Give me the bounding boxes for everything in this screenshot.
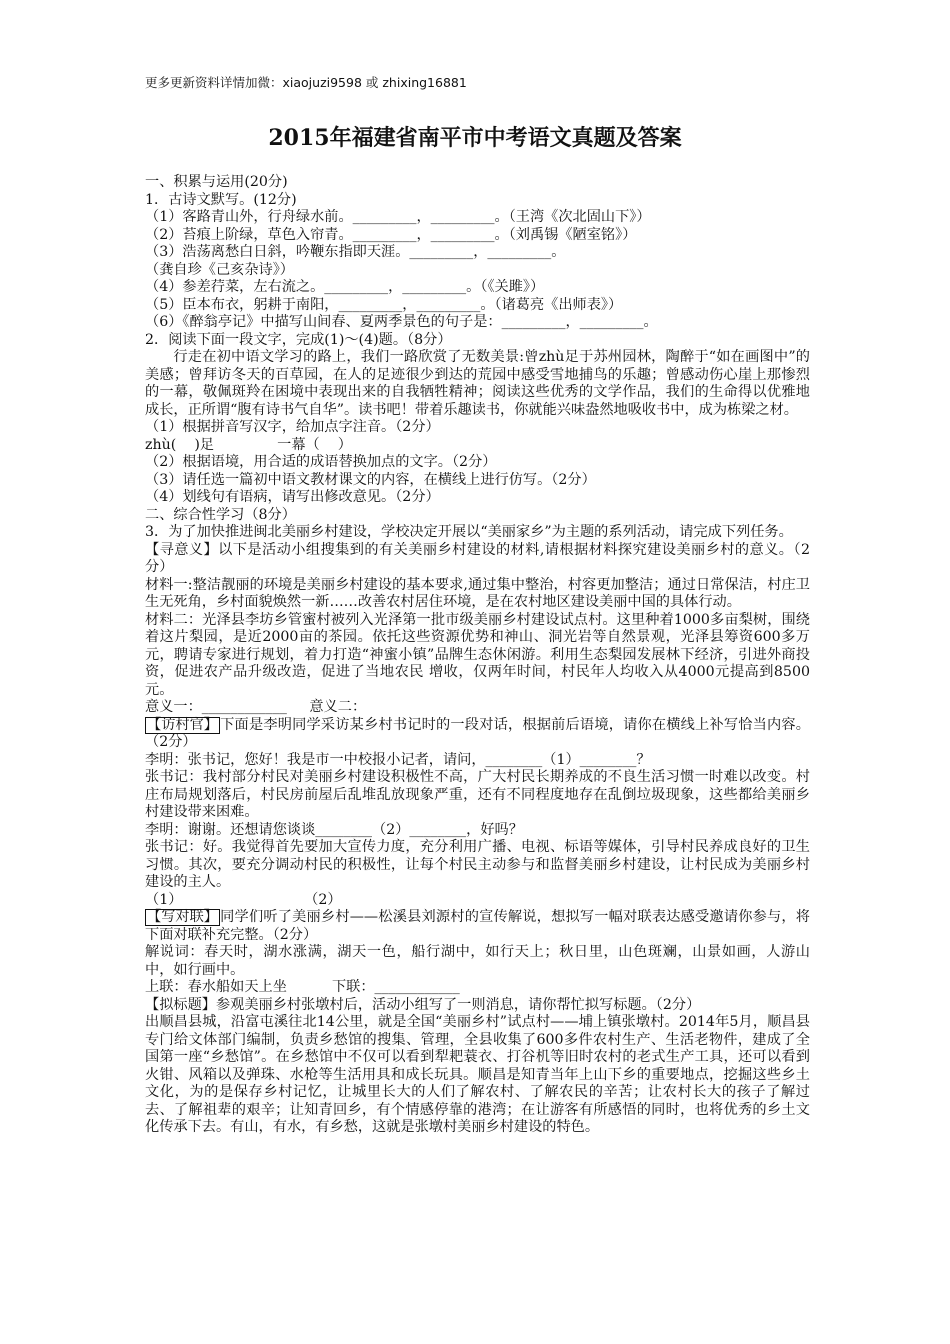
material-one: 材料一:整洁靓丽的环境是美丽乡村建设的基本要求,通过集中整治，村容更加整洁；通过日常保洁，村庄卫生无死角，乡村面貌焕然一新……改善农村居住环境，是在农村地区建设美丽中国的具体行动。 <box>145 576 810 610</box>
news-passage: 出顺昌县城，沿富屯溪往北14公里，就是全国“美丽乡村”试点村——埔上镇张墩村。2014年5月，顺昌县专门给文体部门编制，负责乡愁馆的搜集、管理，全县收集了600多件农村生产、生活老物件，建成了全国第一座“乡愁馆”。在乡愁馆中不仅可以看到犁耙蓑衣、打谷机等旧时农村的老式生产工具，还可以看到火钳、风箱以及弹珠、水枪等生活用具和成长玩具。顺昌是知青当年上山下乡的重要地点，挖掘这些乡土文化，为的是保存乡村记忆，让城里长大的人们了解农村、了解农民的辛苦；让农村长大的孩子了解过去、了解祖辈的艰辛；让知青回乡，有个情感停靠的港湾；在让游客有所感悟的同时，也将优秀的乡土文化传承下去。有山，有水，有乡愁，这就是张墩村美丽乡村建设的特色。 <box>145 1014 810 1135</box>
task-couplet <box>145 909 810 944</box>
task-text: 下面是李明同学采访某乡村书记时的一段对话，根据前后语境，请你在横线上补写恰当内容。（2分） <box>145 716 810 750</box>
q1-line: （3）浩荡离愁白日斜，吟鞭东指即天涯。_________，_________。 <box>145 244 566 260</box>
q1-line: （4）参差荇菜，左右流之。_________，_________。（《关雎》） <box>145 279 545 295</box>
task-find-meaning <box>145 542 810 577</box>
task-text: 同学们听了美丽乡村——松溪县刘源村的宣传解说，想拟写一幅对联表达感受邀请你参与，将下面对联补充完整。（2分） <box>145 909 810 943</box>
commentary: 解说词：春天时，湖水涨满，湖天一色，船行湖中，如行天上；秋日里，山色斑斓，山景如画，人游山中，如行画中。 <box>145 944 810 978</box>
task-text: 以下是活动小组搜集到的有关美丽乡村建设的材料,请根据材料探究建设美丽乡村的意义。（2分） <box>145 541 810 575</box>
task-text: 参观美丽乡村张墩村后，活动小组写了一则消息，请你帮忙拟写标题。（2分） <box>215 996 701 1013</box>
answer-blanks: （1） （2） <box>145 891 342 908</box>
task-tag: 【访村官】 <box>147 716 218 733</box>
q1-line: （龚自珍《己亥杂诗》） <box>145 261 294 278</box>
material-two: 材料二：光泽县李坊乡管蜜村被列入光泽第一批市级美丽乡村建设试点村。这里种着1000多亩梨树，围绕着这片梨园，是近2000亩的茶园。依托这些资源优势和神山、洞光岩等自然景观，光泽县筹资600多万元，聘请专家进行规划，着力打造“神蜜小镇”品牌生态休闲游。利用生态梨园发展林下经济，引进外商投资，促进农产品升级改造，促进了当地农民 增收，仅两年时间，村民年人均收入从4000元提高到8500元。 <box>145 611 810 698</box>
exam-content <box>145 174 810 1137</box>
page-title: 2015年福建省南平市中考语文真题及答案 <box>268 125 682 151</box>
task-tag: 【寻意义】 <box>145 541 219 558</box>
couplet-line: 上联：春水船如天上坐 下联：____________ <box>145 979 460 995</box>
q2-sub4: （4）划线句有语病，请写出修改意见。（2分） <box>145 489 440 505</box>
task-interview <box>145 717 810 752</box>
q1-line: （6）《醉翁亭记》中描写山间春、夏两季景色的句子是：_________，_________。 <box>145 314 658 330</box>
dialog-line: 李明：张书记，您好！我是市一中校报小记者，请问，________（1）________？ <box>145 751 651 768</box>
q2-sub2: （2）根据语境，用合适的成语替换加点的文字。（2分） <box>145 454 497 470</box>
q3-intro: 3．为了加快推进闽北美丽乡村建设，学校决定开展以“美丽家乡”为主题的系列活动，请完成下列任务。 <box>145 524 793 540</box>
dialog-line: 李明：谢谢。还想请您谈谈________（2）________，好吗？ <box>145 821 523 838</box>
q2-sub1-answer: zhù( )足 一幕（ ） <box>145 436 352 453</box>
q2-passage: 行走在初中语文学习的路上，我们一路欣赏了无数美景:曾zhù足于苏州园林，陶醉于“如在画图中”的美感；曾拜访冬天的百草园，在人的足迹很少到达的荒园中感受雪地捕鸟的乐趣；曾感动伤心崖上那惨烈的一幕，敬佩斑羚在困境中表现出来的自我牺牲精神；阅读这些优秀的文学作品，我们的生命得以优雅地成长，正所谓“腹有诗书气自华”。读书吧！带着乐趣读书，你就能兴味盎然地吸收书中，成为栋梁之材。 <box>145 349 810 418</box>
section2-heading: 二、综合性学习（8分） <box>145 506 296 523</box>
q2-sub3: （3）请任选一篇初中语文教材课文的内容，在横线上进行仿写。（2分） <box>145 471 596 488</box>
dialog-line: 张书记：好。我觉得首先要加大宣传力度，充分利用广播、电视、标语等媒体，引导村民养成良好的卫生习惯。其次，要充分调动村民的积极性，让每个村民主动参与和监督美丽乡村建设，让村民成为美丽乡村建设的主人。 <box>145 839 810 890</box>
dialog-line: 张书记：我村部分村民对美丽乡村建设积极性不高，广大村民长期养成的不良生活习惯一时难以改变。村庄布局规划落后，村民房前屋后乱堆乱放现象严重，还有不同程度地存在乱倒垃圾现象，这些都给美丽乡村建设带来困难。 <box>145 769 810 820</box>
q2-title: 2．阅读下面一段文字，完成(1)～(4)题。（8分） <box>145 331 452 348</box>
section1-heading: 一、积累与运用(20分) <box>145 174 288 190</box>
q1-line: （1）客路青山外，行舟绿水前。_________，_________。（王湾《次北固山下》） <box>145 209 651 225</box>
q1-title: 1．古诗文默写。(12分) <box>145 191 297 208</box>
task-headline <box>145 997 810 1015</box>
header-note: 更多更新资料详情加微：xiaojuzi9598 或 zhixing16881 <box>145 75 467 90</box>
q2-sub1: （1）根据拼音写汉字，给加点字注音。（2分） <box>145 419 440 435</box>
task-tag: 【写对联】 <box>147 909 218 925</box>
q1-line: （2）苔痕上阶绿，草色入帘青。_________，_________。（刘禹锡《陋室铭》） <box>145 226 637 243</box>
task-tag: 【拟标题】 <box>145 996 216 1013</box>
q1-line: （5）臣本布衣，躬耕于南阳，_________，_________。（诸葛亮《出师表》） <box>145 296 623 313</box>
meaning-blanks: 意义一：____________ 意义二： <box>145 699 367 715</box>
